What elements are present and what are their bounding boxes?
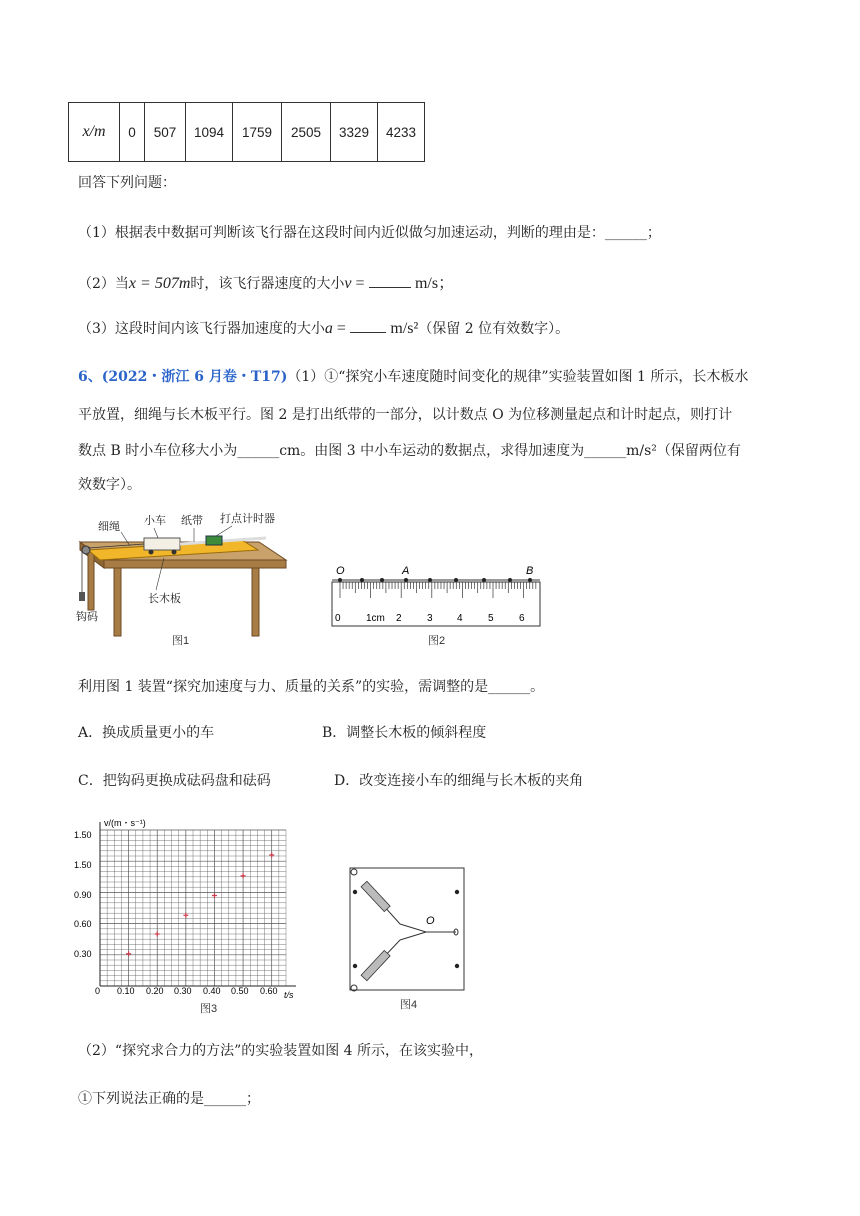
tape-dot <box>338 578 342 582</box>
q3-eq: = <box>332 320 350 337</box>
q2-v: v <box>344 275 352 292</box>
y-tick-label: 1.50 <box>74 830 92 840</box>
figure-3-caption: 图3 <box>200 1003 218 1015</box>
q2-mid: 时，该飞行器速度的大小 <box>190 276 345 292</box>
data-point <box>126 951 131 956</box>
fig2-tick-label: 5 <box>488 613 494 624</box>
figure-1-apparatus <box>74 510 294 652</box>
q2-unit: m/s； <box>414 275 455 292</box>
displacement-table <box>68 102 425 162</box>
x-tick-label: 0.40 <box>203 986 221 996</box>
figure-4-caption: 图4 <box>400 999 418 1011</box>
question-1: （1）根据表中数据可判断该飞行器在这段时间内近似做匀加速运动，判断的理由是：______； <box>78 225 661 241</box>
question-2 <box>78 270 454 293</box>
figure-2-caption: 图2 <box>428 635 446 647</box>
fig2-point-label: A <box>402 565 410 577</box>
fig4-point-label: O <box>426 915 435 927</box>
y-tick-label: 0.90 <box>74 890 92 900</box>
q3-suffix: （保留 2 位有效数字）。 <box>418 321 570 337</box>
chart-xlabel: t/s <box>284 990 294 1000</box>
q3-prefix: （3）这段时间内该飞行器加速度的大小 <box>78 321 325 337</box>
tape-dot <box>428 578 432 582</box>
table-cell: 507 <box>145 103 186 162</box>
fig1-label: 细绳 <box>98 521 120 533</box>
tape-dot <box>508 578 512 582</box>
y-tick-label: 0.30 <box>74 949 92 959</box>
figure-2-ruler <box>326 564 546 652</box>
answer-blank <box>350 318 386 333</box>
fig1-label: 打点计时器 <box>220 513 275 525</box>
problem-6-title: 6、(2022・浙江 6 月卷・T17) <box>78 369 288 385</box>
q3-unit: m/s² <box>390 320 419 337</box>
fig1-label: 小车 <box>144 515 166 527</box>
fig2-tick-label: 4 <box>457 613 463 624</box>
fig2-point-label: B <box>526 565 534 577</box>
y-tick-label: 0.60 <box>74 919 92 929</box>
option-a: A．换成质量更小的车 <box>78 725 215 741</box>
x-tick-label: 0 <box>95 986 101 996</box>
data-point <box>269 852 274 857</box>
fig2-tick-label: 1cm <box>366 613 385 624</box>
fig1-label: 长木板 <box>148 593 181 605</box>
option-d: D．改变连接小车的细绳与长木板的夹角 <box>334 773 584 789</box>
problem-6-line-1 <box>78 366 748 386</box>
table-row <box>69 103 425 162</box>
problem-6-line-3: 数点 B 时小车位移大小为______cm。由图 3 中小车运动的数据点，求得加速度为______m/s²（保留两位有 <box>78 443 741 459</box>
problem-6-line-2: 平放置，细绳与长木板平行。图 2 是打出纸带的一部分，以计数点 O 为位移测量起点和计时起点，则打计 <box>78 407 733 423</box>
fig2-point-label: O <box>336 565 345 577</box>
x-tick-label: 0.60 <box>260 986 278 996</box>
q2-prefix: （2）当 <box>78 276 129 292</box>
table-cell: 3329 <box>331 103 378 162</box>
figure-4-force-apparatus <box>342 862 466 1012</box>
tape-dot <box>380 578 384 582</box>
y-tick-label: 1.50 <box>74 860 92 870</box>
question-part-2-sub: ①下列说法正确的是______； <box>78 1091 260 1107</box>
fig1-label: 钩码 <box>76 611 98 623</box>
tape-dot <box>482 578 486 582</box>
fig2-tick-label: 2 <box>396 613 402 624</box>
fig1-label: 纸带 <box>181 515 203 527</box>
answer-prompt: 回答下列问题： <box>78 175 176 191</box>
q2-math: x = 507m <box>128 275 191 292</box>
table-header-cell: x/m <box>69 103 120 162</box>
table-cell: 4233 <box>378 103 425 162</box>
option-c: C．把钩码更换成砝码盘和砝码 <box>78 773 271 789</box>
x-tick-label: 0.20 <box>146 986 164 996</box>
tape-dot <box>360 578 364 582</box>
answer-blank <box>369 273 411 288</box>
chart-ylabel: v/(m・s⁻¹) <box>104 818 146 828</box>
adjust-question: 利用图 1 装置“探究加速度与力、质量的关系”的实验，需调整的是______。 <box>78 679 545 695</box>
question-part-2: （2）“探究求合力的方法”的实验装置如图 4 所示，在该实验中， <box>78 1043 484 1059</box>
figure-3-vt-chart <box>74 816 306 1018</box>
tape-dot <box>528 578 532 582</box>
data-point <box>241 873 246 878</box>
data-point <box>155 932 160 937</box>
table-cell: 0 <box>120 103 145 162</box>
option-b: B．调整长木板的倾斜程度 <box>322 725 487 741</box>
tape-dot <box>454 578 458 582</box>
x-tick-label: 0.10 <box>117 986 135 996</box>
question-3 <box>78 318 569 338</box>
table-cell: 1759 <box>233 103 282 162</box>
data-point <box>183 913 188 918</box>
table-cell: 1094 <box>186 103 233 162</box>
q3-a: a <box>324 320 333 337</box>
fig2-tick-label: 3 <box>427 613 433 624</box>
table-cell: 2505 <box>282 103 331 162</box>
x-tick-label: 0.50 <box>231 986 249 996</box>
x-tick-label: 0.30 <box>174 986 192 996</box>
fig2-tick-label: 6 <box>519 613 525 624</box>
fig2-tick-label: 0 <box>335 613 341 624</box>
tape-dot <box>404 578 408 582</box>
q2-eq: = <box>351 275 369 292</box>
figure-1-caption: 图1 <box>172 635 190 647</box>
problem-6-text: （1）①“探究小车速度随时间变化的规律”实验装置如图 1 所示，长木板水 <box>287 369 749 385</box>
problem-6-line-4: 效数字）。 <box>78 477 141 493</box>
data-point <box>212 893 217 898</box>
